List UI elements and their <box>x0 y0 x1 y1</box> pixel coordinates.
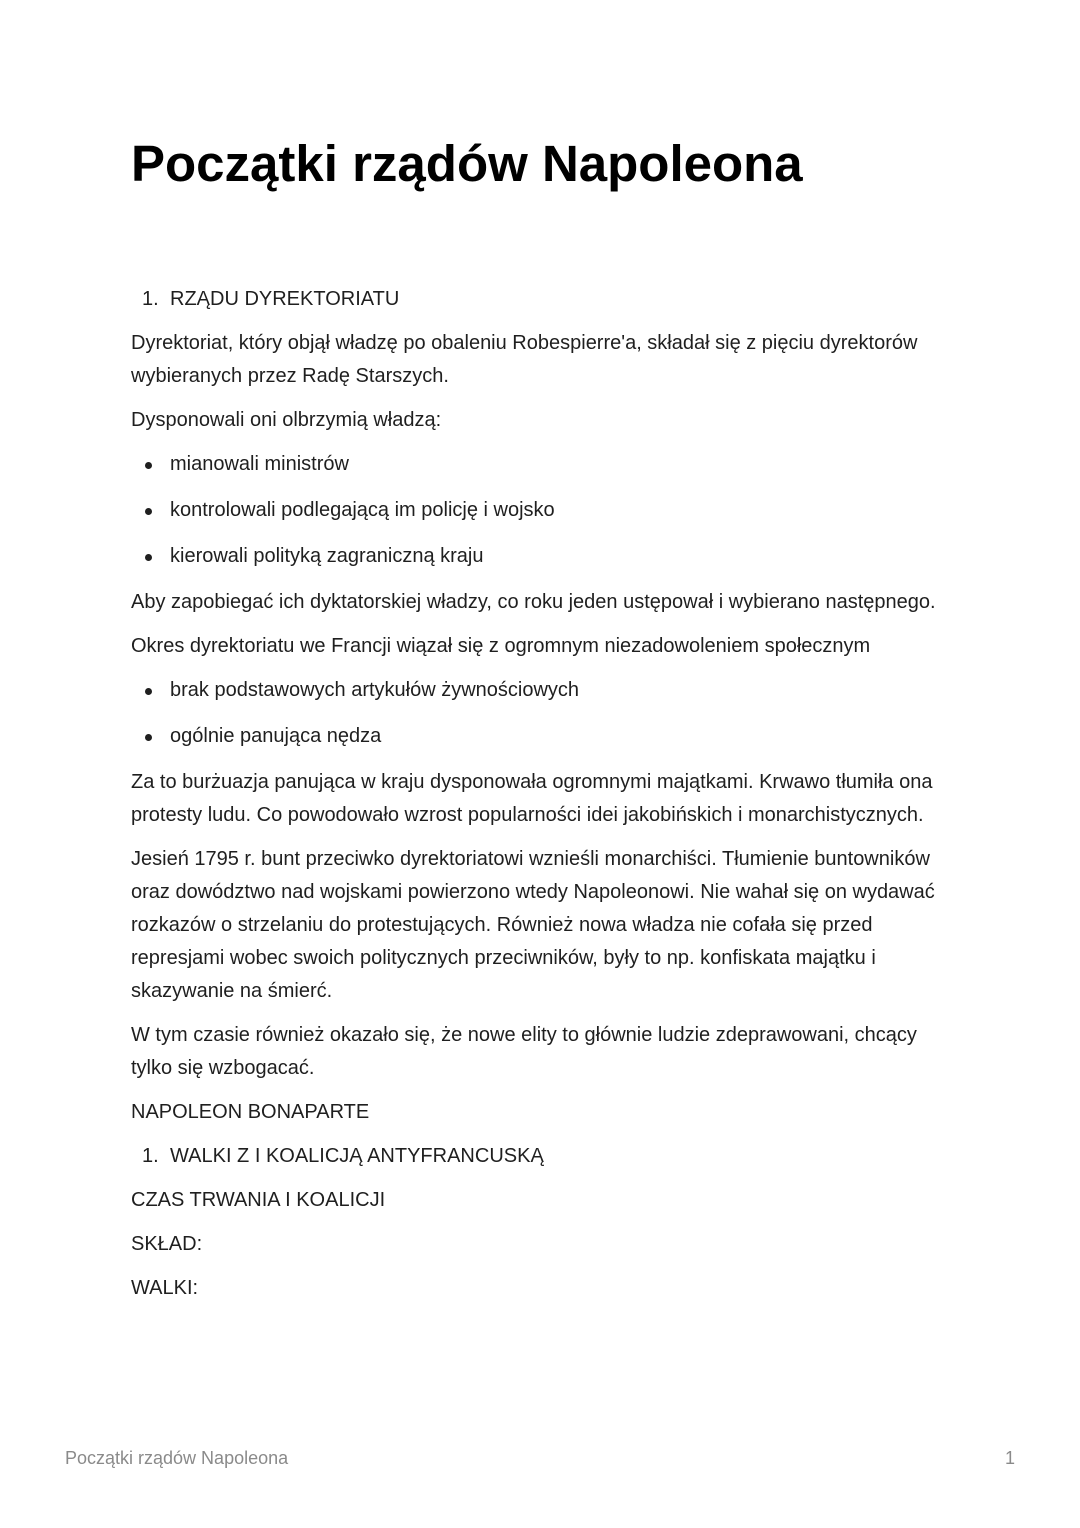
powers-list <box>131 448 951 573</box>
paragraph: Okres dyrektoriatu we Francji wiązał się z ogromnym niezadowoleniem społecznym <box>131 635 871 657</box>
paragraph: Dyrektoriat, który objął władzę po obaleniu Robespierre'a, składał się z pięciu dyrektorów wybieranych przez Radę Starszych. <box>131 332 918 387</box>
bullet-icon <box>145 462 152 469</box>
bullet-icon <box>145 554 152 561</box>
section-heading-coalition <box>131 1140 951 1173</box>
section-number: 1. <box>142 288 159 310</box>
list-item: kontrolowali podlegającą im policję i wojsko <box>131 494 951 527</box>
discontent-list <box>131 674 951 753</box>
paragraph: Jesień 1795 r. bunt przeciwko dyrektoriatowi wznieśli monarchiści. Tłumienie buntowników oraz dowództwo nad wojskami powierzono wtedy Napoleonowi. Nie wahał się on wydawać rozkazów o strzelaniu do protestujących. Również nowa władza nie cofała się przed represjami wobec swoich politycznych przeciwników, były to np. konfiskata majątku i skazywanie na śmierć. <box>131 848 935 1002</box>
section-heading-directory <box>131 283 951 316</box>
paragraph: Za to burżuazja panująca w kraju dysponowała ogromnymi majątkami. Krwawo tłumiła ona protesty ludu. Co powodowało wzrost popularności idei jakobińskich i monarchistycznych. <box>131 771 933 826</box>
list-item: kierowali polityką zagraniczną kraju <box>131 540 951 573</box>
paragraph: W tym czasie również okazało się, że nowe elity to głównie ludzie zdeprawowani, chcący tylko się wzbogacać. <box>131 1024 917 1079</box>
paragraph: Dysponowali oni olbrzymią władzą: <box>131 409 442 431</box>
label-duration: CZAS TRWANIA I KOALICJI <box>131 1189 386 1211</box>
list-item: mianowali ministrów <box>131 448 951 481</box>
bullet-icon <box>145 734 152 741</box>
list-item: brak podstawowych artykułów żywnościowych <box>131 674 951 707</box>
footer-page-number: 1 <box>1004 1448 1015 1468</box>
section-number: 1. <box>142 1145 159 1167</box>
subheading-napoleon: NAPOLEON BONAPARTE <box>131 1101 370 1123</box>
section-heading-text: WALKI Z I KOALICJĄ ANTYFRANCUSKĄ <box>170 1145 544 1167</box>
label-battles: WALKI: <box>131 1277 199 1299</box>
document-title: Początki rządów Napoleona <box>131 135 803 192</box>
list-item: ogólnie panująca nędza <box>131 720 951 753</box>
bullet-icon <box>145 508 152 515</box>
paragraph: Aby zapobiegać ich dyktatorskiej władzy, co roku jeden ustępował i wybierano następnego. <box>131 591 936 613</box>
bullet-icon <box>145 688 152 695</box>
label-composition: SKŁAD: <box>131 1233 203 1255</box>
section-heading-text: RZĄDU DYREKTORIATU <box>170 288 400 310</box>
document-body <box>131 283 951 1316</box>
footer-title: Początki rządów Napoleona <box>65 1448 289 1468</box>
